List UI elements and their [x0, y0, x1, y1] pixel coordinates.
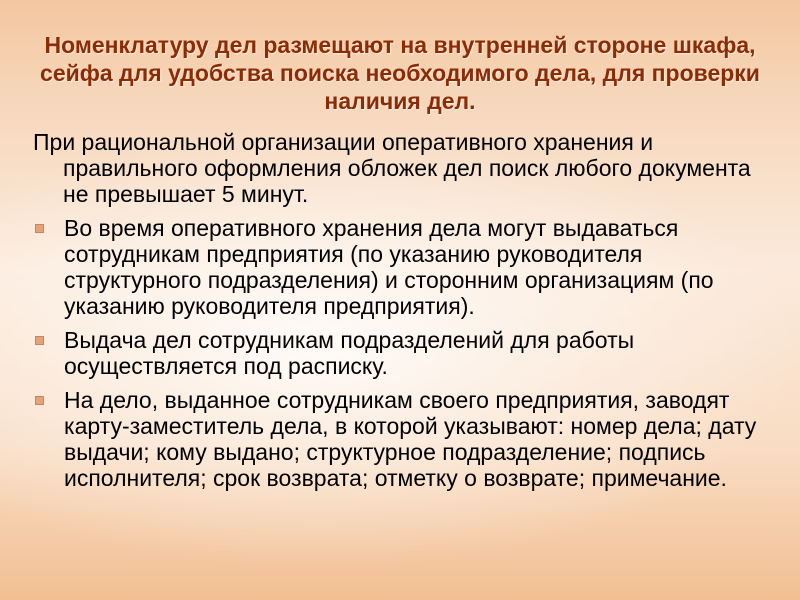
- slide-title: Номенклатуру дел размещают на внутренней стороне шкафа, сейфа для удобства поиска необходимого дела, для проверки наличия дел.: [40, 32, 760, 114]
- bullet-text: Выдача дел сотрудникам подразделений для работы осуществляется под расписку.: [64, 327, 635, 379]
- bullet-list: [33, 215, 773, 491]
- square-bullet-icon: [35, 396, 44, 405]
- list-item: [33, 387, 773, 491]
- intro-paragraph: При рациональной организации оперативного хранения и правильного оформления обложек дел поиск любого документа не превышает 5 минут.: [33, 129, 751, 207]
- square-bullet-icon: [35, 336, 44, 345]
- list-item: [33, 215, 773, 319]
- bullet-text: На дело, выданное сотрудникам своего предприятия, заводят карту-заместитель дела, в которой указывают: номер дела; дату выдачи; кому выдано; структурное подразделение; подпись исполнителя; срок возврата; отметку о возврате; примечание.: [64, 387, 757, 491]
- square-bullet-icon: [35, 224, 44, 233]
- list-item: [33, 327, 773, 379]
- slide-body: [33, 129, 773, 499]
- bullet-text: Во время оперативного хранения дела могут выдаваться сотрудникам предприятия (по указанию руководителя структурного подразделения) и сторонним организациям (по указанию руководителя предприятия).: [64, 215, 714, 319]
